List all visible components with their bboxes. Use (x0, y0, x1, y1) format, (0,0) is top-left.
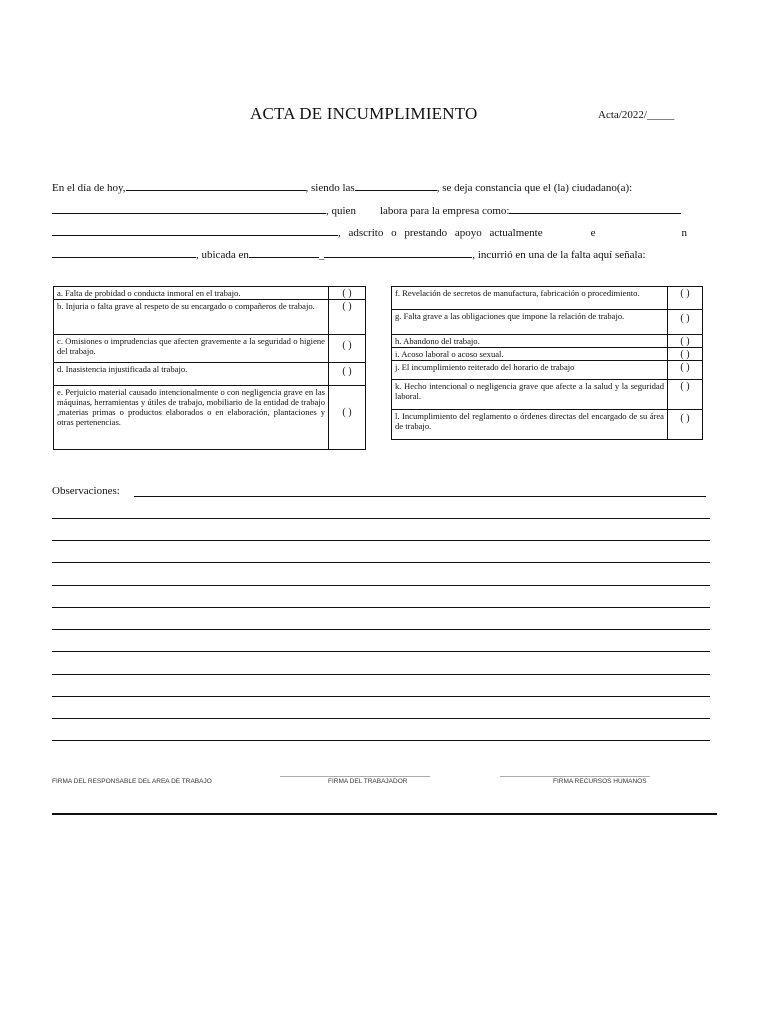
body-text: En el día de hoy, (52, 182, 126, 194)
location-field-cont[interactable] (324, 247, 472, 258)
worker-signature-label: FIRMA DEL TRABAJADOR (328, 778, 408, 785)
table-row (392, 335, 703, 348)
table-row (392, 310, 703, 335)
location-field[interactable] (249, 247, 319, 258)
fault-text: f. Revelación de secretos de manufactura, fabricación o procedimiento. (392, 287, 668, 310)
hr-signature-label: FIRMA RECURSOS HUMANOS (553, 778, 647, 785)
fault-checkbox[interactable]: ( ) (668, 348, 703, 361)
body-line-4 (52, 247, 646, 261)
date-field[interactable] (126, 180, 306, 191)
fault-checkbox[interactable]: ( ) (329, 335, 366, 363)
body-text: labora para la empresa como: (379, 205, 510, 217)
observations-line[interactable] (52, 651, 710, 652)
fault-text: i. Acoso laboral o acoso sexual. (392, 348, 668, 361)
fault-checkbox[interactable]: ( ) (329, 300, 366, 335)
position-field-cont[interactable] (52, 225, 338, 236)
observations-line[interactable] (134, 496, 706, 497)
fault-text: g. Falta grave a las obligaciones que impone la relación de trabajo. (392, 310, 668, 335)
observations-line[interactable] (52, 740, 710, 741)
body-text: , se deja constancia que el (la) ciudadano(a): (436, 182, 633, 194)
table-row (54, 300, 366, 335)
observations-line[interactable] (52, 540, 710, 541)
position-field[interactable] (509, 203, 681, 214)
bottom-divider (52, 813, 717, 815)
fault-text: d. Inasistencia injustificada al trabajo. (54, 363, 329, 386)
body-text: , incurrió en una de la falta aquí señala: (472, 249, 646, 261)
observations-line[interactable] (52, 629, 710, 630)
time-field[interactable] (355, 180, 437, 191)
observations-line[interactable] (52, 696, 710, 697)
fault-text: j. El incumplimiento reiterado del horario de trabajo (392, 361, 668, 380)
body-text: , adscrito o prestando apoyo actualmente (338, 227, 543, 239)
body-line-2 (52, 203, 681, 217)
fault-checkbox[interactable]: ( ) (668, 310, 703, 335)
observations-line[interactable] (52, 585, 710, 586)
fault-checkbox[interactable]: ( ) (668, 380, 703, 410)
fault-text: h. Abandono del trabajo. (392, 335, 668, 348)
fault-text: b. Injuria o falta grave al respeto de su encargado o compañeros de trabajo. (54, 300, 329, 335)
fault-text: k. Hecho intencional o negligencia grave que afecte a la salud y la seguridad laboral. (392, 380, 668, 410)
worker-signature-line[interactable] (280, 776, 430, 777)
fault-text: e. Perjuicio material causado intencionalmente o con negligencia grave en las máquinas, herramientas y útiles de trabajo, mobiliario de la entidad de trabajo ,materias primas o productos elaborados o en elaboración, plantaciones y otras pertenencias. (54, 386, 329, 450)
left-faults-table (53, 286, 366, 450)
responsible-signature-label: FIRMA DEL RESPONSABLE DEL AREA DE TRABAJO (52, 778, 212, 785)
fault-checkbox[interactable]: ( ) (668, 335, 703, 348)
body-text: n (681, 227, 687, 239)
table-row (54, 287, 366, 300)
table-row (392, 410, 703, 440)
fault-checkbox[interactable]: ( ) (668, 287, 703, 310)
fault-checkbox[interactable]: ( ) (668, 410, 703, 440)
body-text: , quien (326, 205, 356, 217)
observations-label: Observaciones: (52, 485, 120, 497)
hr-signature-line[interactable] (500, 776, 650, 777)
body-text: e (590, 227, 596, 239)
fault-text: l. Incumplimiento del reglamento o órdenes directas del encargado de su área de trabajo. (392, 410, 668, 440)
citizen-name-field[interactable] (52, 203, 326, 214)
observations-line[interactable] (52, 518, 710, 519)
document-title: ACTA DE INCUMPLIMIENTO (250, 104, 478, 123)
table-row (392, 348, 703, 361)
body-line-3 (52, 225, 687, 239)
table-row (54, 363, 366, 386)
table-row (392, 361, 703, 380)
body-line-1 (52, 180, 632, 194)
observations-line[interactable] (52, 674, 710, 675)
fault-checkbox[interactable]: ( ) (329, 386, 366, 450)
body-text: , ubicada en (196, 249, 249, 261)
table-row (54, 386, 366, 450)
fault-checkbox[interactable]: ( ) (668, 361, 703, 380)
fault-text: a. Falta de probidad o conducta inmoral en el trabajo. (54, 287, 329, 300)
observations-line[interactable] (52, 562, 710, 563)
fault-checkbox[interactable]: ( ) (329, 363, 366, 386)
table-row (54, 335, 366, 363)
body-text: _ (318, 249, 325, 261)
acta-number: Acta/2022/_____ (598, 109, 675, 121)
table-row (392, 287, 703, 310)
right-faults-table (391, 286, 703, 440)
observations-line[interactable] (52, 607, 710, 608)
table-row (392, 380, 703, 410)
observations-line[interactable] (52, 718, 710, 719)
fault-text: c. Omisiones o imprudencias que afecten gravemente a la seguridad o higiene del trabajo. (54, 335, 329, 363)
fault-checkbox[interactable]: ( ) (329, 287, 366, 300)
department-field[interactable] (52, 247, 196, 258)
body-text: , siendo las (305, 182, 355, 194)
